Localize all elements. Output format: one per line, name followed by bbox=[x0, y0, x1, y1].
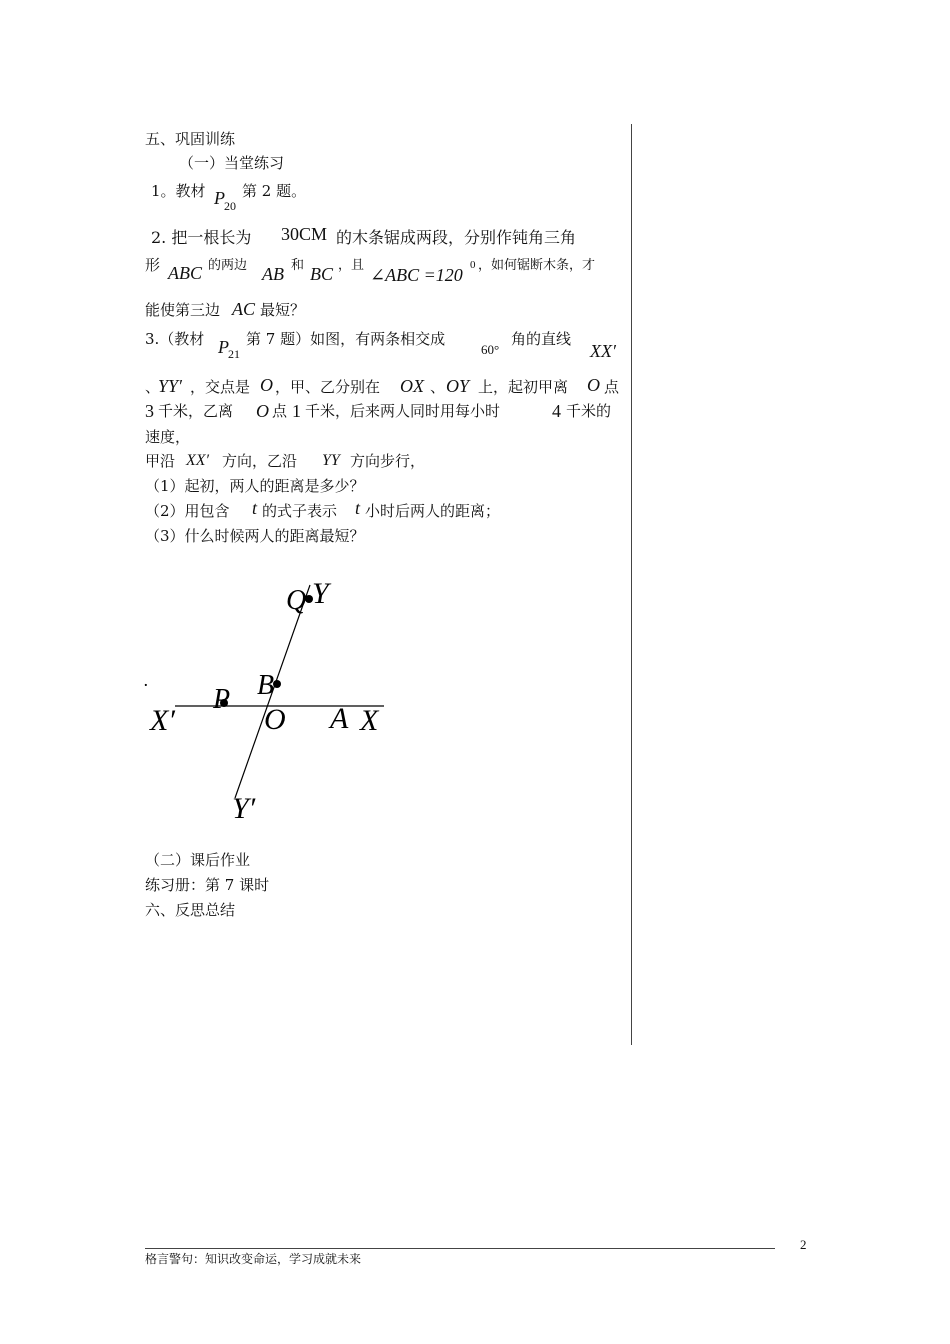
homework-text: 练习册：第 7 课时 bbox=[145, 876, 270, 894]
q2-l2c: 和 bbox=[291, 258, 305, 273]
margin-rule bbox=[631, 124, 632, 1045]
q3-oy: OY bbox=[446, 376, 470, 396]
q3-l2c: ，甲、乙分别在 bbox=[275, 378, 381, 396]
label-y-prime: Y′ bbox=[232, 792, 256, 825]
q3-l1c: 角的直线 bbox=[511, 330, 572, 348]
q3-line-xx: XX′ bbox=[590, 341, 616, 361]
q3-1: 1 bbox=[292, 401, 301, 421]
q3-l3a: 千米，乙离 bbox=[158, 402, 234, 420]
intersecting-lines-figure bbox=[140, 570, 410, 830]
stray-dot: . bbox=[144, 670, 149, 690]
point-b-dot bbox=[273, 680, 281, 688]
q3-l1b: 第 7 题）如图，有两条相交成 bbox=[246, 330, 446, 348]
q3-l2b: ，交点是 bbox=[190, 378, 251, 396]
q3-l5a: 甲沿 bbox=[145, 452, 176, 470]
label-p: P bbox=[213, 684, 231, 715]
q2-abc: ABC bbox=[168, 263, 202, 283]
q3-l4: 速度， bbox=[145, 428, 191, 446]
q2-angle: ∠ABC =120 bbox=[370, 265, 463, 285]
q2-l1a: 2. 把一根长为 bbox=[151, 228, 252, 247]
q3-l5-yy: YY bbox=[322, 452, 340, 469]
q3-l2f: 点 bbox=[604, 378, 620, 396]
footer-motto: 格言警句：知识改变命运，学习成就未来 bbox=[145, 1252, 362, 1266]
q3-l5-xx: XX′ bbox=[186, 452, 210, 469]
q1-suffix: 第 2 题。 bbox=[242, 182, 307, 200]
q3-ox: OX bbox=[400, 376, 424, 396]
q1-prefix: 1。教材 bbox=[151, 182, 206, 200]
q3-o2: O bbox=[587, 375, 600, 395]
q3-l3c: 千米，后来两人同时用每小时 bbox=[305, 402, 501, 420]
q2-ab: AB bbox=[262, 264, 284, 284]
q2-l3a: 能使第三边 bbox=[145, 301, 221, 319]
q2-l2a: 形 bbox=[145, 256, 161, 274]
q3-t2: t bbox=[355, 498, 361, 518]
q3-o3: O bbox=[256, 401, 269, 421]
q3-t1: t bbox=[252, 498, 258, 518]
q3-p: P bbox=[218, 337, 229, 357]
q3-sub3: （3）什么时候两人的距离最短？ bbox=[145, 527, 365, 545]
q3-l3b: 点 bbox=[272, 402, 288, 420]
q2-l3b: 最短？ bbox=[260, 301, 306, 319]
q3-l2d: 、 bbox=[430, 378, 446, 396]
q2-l2b: 的两边 bbox=[208, 258, 248, 273]
page-number: 2 bbox=[800, 1237, 807, 1252]
q2-bc: BC bbox=[310, 264, 334, 284]
q3-line-yy: YY′ bbox=[158, 376, 182, 396]
footer-rule bbox=[145, 1248, 775, 1249]
q3-sub2c: 小时后两人的距离； bbox=[365, 502, 501, 520]
q3-l2a: 、 bbox=[145, 378, 161, 396]
label-q: Q bbox=[286, 585, 307, 616]
label-b: B bbox=[257, 670, 275, 701]
q2-length: 30CM bbox=[281, 224, 328, 244]
section-6-title: 六、反思总结 bbox=[145, 901, 236, 919]
q3-angle: 60° bbox=[481, 342, 500, 357]
q3-p-sub: 21 bbox=[228, 347, 240, 361]
q3-l1a: 3.（教材 bbox=[145, 330, 205, 348]
q3-4: 4 bbox=[552, 401, 561, 421]
q2-l2e: ，如何锯断木条，才 bbox=[478, 258, 596, 273]
q2-l2d: ，且 bbox=[338, 258, 365, 273]
label-x-prime: X′ bbox=[150, 704, 175, 737]
subsection-2-title: （二）课后作业 bbox=[145, 851, 251, 869]
label-x: X bbox=[360, 704, 379, 737]
q2-angle-sup: 0 bbox=[470, 259, 476, 271]
q2-ac: AC bbox=[232, 299, 256, 319]
label-y: Y bbox=[312, 577, 329, 610]
q3-sub1: （1）起初，两人的距离是多少？ bbox=[145, 477, 365, 495]
label-a: A bbox=[330, 702, 349, 735]
q3-l5c: 方向步行， bbox=[350, 452, 426, 470]
q3-sub2a: （2）用包含 bbox=[145, 502, 230, 520]
q3-sub2b: 的式子表示 bbox=[262, 502, 338, 520]
q3-o1: O bbox=[260, 375, 273, 395]
section-5-title: 五、巩固训练 bbox=[145, 130, 236, 148]
q2-l1b: 的木条锯成两段，分别作钝角三角 bbox=[336, 228, 577, 247]
q1-p: P bbox=[214, 188, 225, 208]
label-o: O bbox=[264, 703, 286, 736]
subsection-1-title: （一）当堂练习 bbox=[179, 154, 285, 172]
q3-l3d: 千米的 bbox=[566, 402, 612, 420]
q3-3: 3 bbox=[145, 401, 154, 421]
q1-p-sub: 20 bbox=[224, 199, 236, 213]
q3-l2e: 上，起初甲离 bbox=[478, 378, 569, 396]
q3-l5b: 方向，乙沿 bbox=[222, 452, 298, 470]
